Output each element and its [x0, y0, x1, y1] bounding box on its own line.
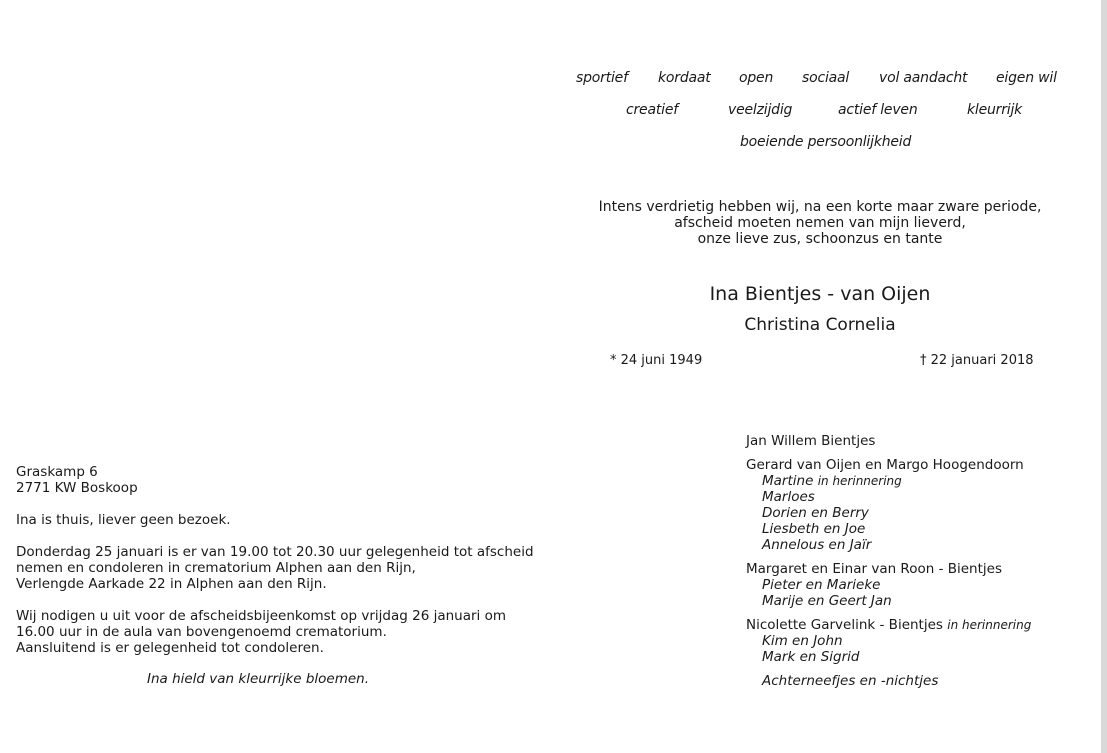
notice-line: Verlengde Aarkade 22 in Alphen aan den Rijn.	[16, 576, 327, 592]
intro-line: onze lieve zus, schoonzus en tante	[697, 231, 943, 247]
death-date: † 22 januari 2018	[920, 353, 1034, 368]
notice-line: Aansluitend is er gelegenheid tot condoleren.	[16, 640, 324, 656]
trait: vol aandacht	[879, 70, 968, 86]
trait: veelzijdig	[728, 102, 793, 118]
deceased-name: Ina Bientjes - van Oijen	[709, 283, 931, 305]
family-member-name: Martine	[762, 473, 814, 489]
family-group	[746, 561, 1031, 609]
intro-text	[599, 199, 1042, 247]
birth-date: * 24 juni 1949	[610, 353, 703, 368]
family-partner: Jan Willem Bientjes	[746, 433, 876, 449]
family-group-head-note: in herinnering	[947, 618, 1032, 632]
family-member: Dorien en Berry	[762, 505, 869, 521]
family-group	[746, 617, 1031, 665]
trait: boeiende persoonlijkheid	[740, 134, 912, 150]
address-block	[16, 464, 534, 656]
notice-line: 16.00 uur in de aula van bovengenoemd crematorium.	[16, 624, 387, 640]
trait: actief leven	[838, 102, 918, 118]
family-footer: Achterneefjes en -nichtjes	[762, 673, 939, 689]
trait: creatief	[626, 102, 678, 118]
family-member-note: in herinnering	[817, 474, 902, 488]
family-member: Pieter en Marieke	[762, 577, 881, 593]
trait: open	[739, 70, 774, 86]
family-group-head: Gerard van Oijen en Margo Hoogendoorn	[746, 457, 1024, 473]
family-member: Annelous en Jaïr	[762, 537, 872, 553]
family-group-head-line	[746, 617, 1031, 633]
trait: kleurrijk	[967, 102, 1023, 118]
notice-farewell	[16, 544, 534, 592]
address-street: Graskamp 6	[16, 464, 98, 480]
trait: sportief	[576, 70, 628, 86]
intro-line: afscheid moeten nemen van mijn lieverd,	[674, 215, 966, 231]
notice-gathering	[16, 608, 534, 656]
family-group-head: Nicolette Garvelink - Bientjes	[746, 617, 943, 633]
deceased-given-names: Christina Cornelia	[744, 315, 896, 335]
family-member: Kim en John	[762, 633, 843, 649]
family-member: Liesbeth en Joe	[762, 521, 866, 537]
trait: eigen wil	[996, 70, 1057, 86]
page-edge	[1101, 0, 1107, 753]
family-group	[746, 457, 1031, 553]
trait: sociaal	[802, 70, 850, 86]
family-member: Marloes	[762, 489, 815, 505]
notice-line: Donderdag 25 januari is er van 19.00 tot 20.30 uur gelegenheid tot afscheid	[16, 544, 534, 560]
notice-flowers: Ina hield van kleurrijke bloemen.	[146, 671, 370, 687]
notice-line: nemen en condoleren in crematorium Alphen aan den Rijn,	[16, 560, 416, 576]
notice-line: Wij nodigen u uit voor de afscheidsbijeenkomst op vrijdag 26 januari om	[16, 608, 507, 624]
family-list	[746, 433, 1031, 689]
address-postal: 2771 KW Boskoop	[16, 480, 138, 496]
family-member: Mark en Sigrid	[762, 649, 860, 665]
family-member: Marije en Geert Jan	[762, 593, 892, 609]
notice-home: Ina is thuis, liever geen bezoek.	[16, 512, 231, 528]
family-group-head: Margaret en Einar van Roon - Bientjes	[746, 561, 1002, 577]
trait: kordaat	[658, 70, 711, 86]
intro-line: Intens verdrietig hebben wij, na een korte maar zware periode,	[598, 199, 1042, 215]
family-member	[746, 473, 1031, 489]
